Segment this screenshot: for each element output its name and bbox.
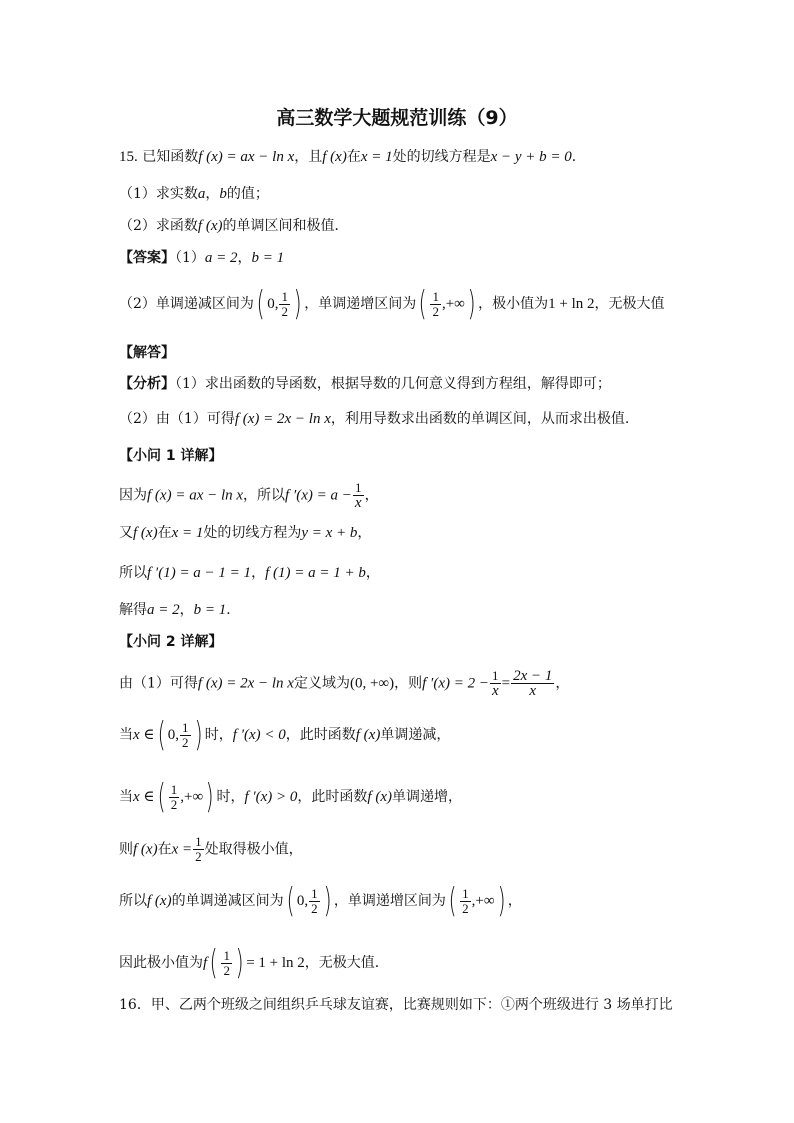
sub2-tag: 【小问 2 详解】 <box>119 634 223 650</box>
fraction-one-over-x: $\frac{1}{x}$ <box>354 480 362 511</box>
sub2-line-6: 因此极小值为f( $\frac{1}{2}$ ) = 1 + ln 2，无极大值． <box>119 943 389 983</box>
fraction-2x-minus-1-over-x: $\frac{2x - 1}{x}$ <box>513 668 553 699</box>
fraction-half: $\frac{1}{2}$ <box>281 288 288 319</box>
analysis-line-2: （2）由（1）可得f (x) = 2x − ln x，利用导数求出函数的单调区间，从而求出极值. <box>119 411 630 427</box>
solution-tag-line <box>119 343 175 363</box>
analysis-tag: 【分析】 <box>119 376 175 392</box>
sub2-line-2: 当x ∈( 0, $\frac{1}{2}$ ) 时，f ′(x) < 0，此时函数f (x)单调递减， <box>119 715 451 755</box>
sub1-tag-line <box>119 446 223 466</box>
fraction-half: $\frac{1}{2}$ <box>223 947 230 978</box>
fraction-half: $\frac{1}{2}$ <box>182 719 189 750</box>
fraction-half: $\frac{1}{2}$ <box>462 885 469 916</box>
sub1-line-4: 解得a = 2，b = 1． <box>119 602 241 618</box>
sub1-line-2: 又f (x)在x = 1处的切线方程为y = x + b， <box>119 525 372 541</box>
sub2-line-5: 所以f (x)的单调递减区间为( 0, $\frac{1}{2}$ ) ，单调递增区间为( $\frac{1}{2}$ ,+∞) ， <box>119 881 522 921</box>
page-title: 高三数学大题规范训练（9） <box>276 107 518 129</box>
sub2-line-4: 则f (x)在x = $\frac{1}{2}$ 处取得极小值， <box>119 834 303 864</box>
fraction-half: $\frac{1}{2}$ <box>195 834 202 864</box>
q15-stem: 15. 已知函数f (x) = ax − ln x，且f (x)在x = 1处的切线方程是x − y + b = 0． <box>119 149 586 165</box>
fraction-half: $\frac{1}{2}$ <box>311 885 318 916</box>
q15-part2: （2）求函数f (x)的单调区间和极值． <box>119 218 349 234</box>
sub1-line-1: 因为f (x) = ax − ln x，所以f ′(x) = a − $\frac{1}{x}$ ， <box>119 480 379 511</box>
sub1-line-3: 所以f ′(1) = a − 1 = 1，f (1) = a = 1 + b， <box>119 565 380 581</box>
answer-tag: 【答案】 <box>119 250 175 266</box>
solution-tag: 【解答】 <box>119 345 175 361</box>
q16-stem: 16．甲、乙两个班级之间组织乒乓球友谊赛，比赛规则如下：①两个班级进行 3 场单打比 <box>119 997 673 1013</box>
sub2-line-1: 由（1）可得f (x) = 2x − ln x定义域为(0, +∞)，则f ′(x) = 2 − $\frac{1}{x}$ = $\frac{2x - 1}{x}$ ， <box>119 668 570 699</box>
sub1-tag: 【小问 1 详解】 <box>119 448 223 464</box>
answer-line-2: （2）单调递减区间为( 0, $\frac{1}{2}$ ) ，单调递增区间为( $\frac{1}{2}$ ,+∞) ，极小值为1 + ln 2，无极大值 <box>119 284 665 324</box>
fraction-one-over-x: $\frac{1}{x}$ <box>491 668 499 699</box>
fraction-half: $\frac{1}{2}$ <box>432 288 439 319</box>
fraction-half: $\frac{1}{2}$ <box>170 781 178 812</box>
q15-part1: （1）求实数a，b的值； <box>119 186 269 202</box>
answer-line-1: 【答案】（1）a = 2，b = 1 <box>119 250 285 266</box>
analysis-line-1: 【分析】（1）求出函数的导函数，根据导数的几何意义得到方程组，解得即可； <box>119 376 611 392</box>
sub2-tag-line <box>119 632 223 652</box>
sub2-line-3: 当x ∈( $\frac{1}{2}$ ,+∞) 时，f ′(x) > 0，此时函数f (x)单调递增， <box>119 777 462 817</box>
